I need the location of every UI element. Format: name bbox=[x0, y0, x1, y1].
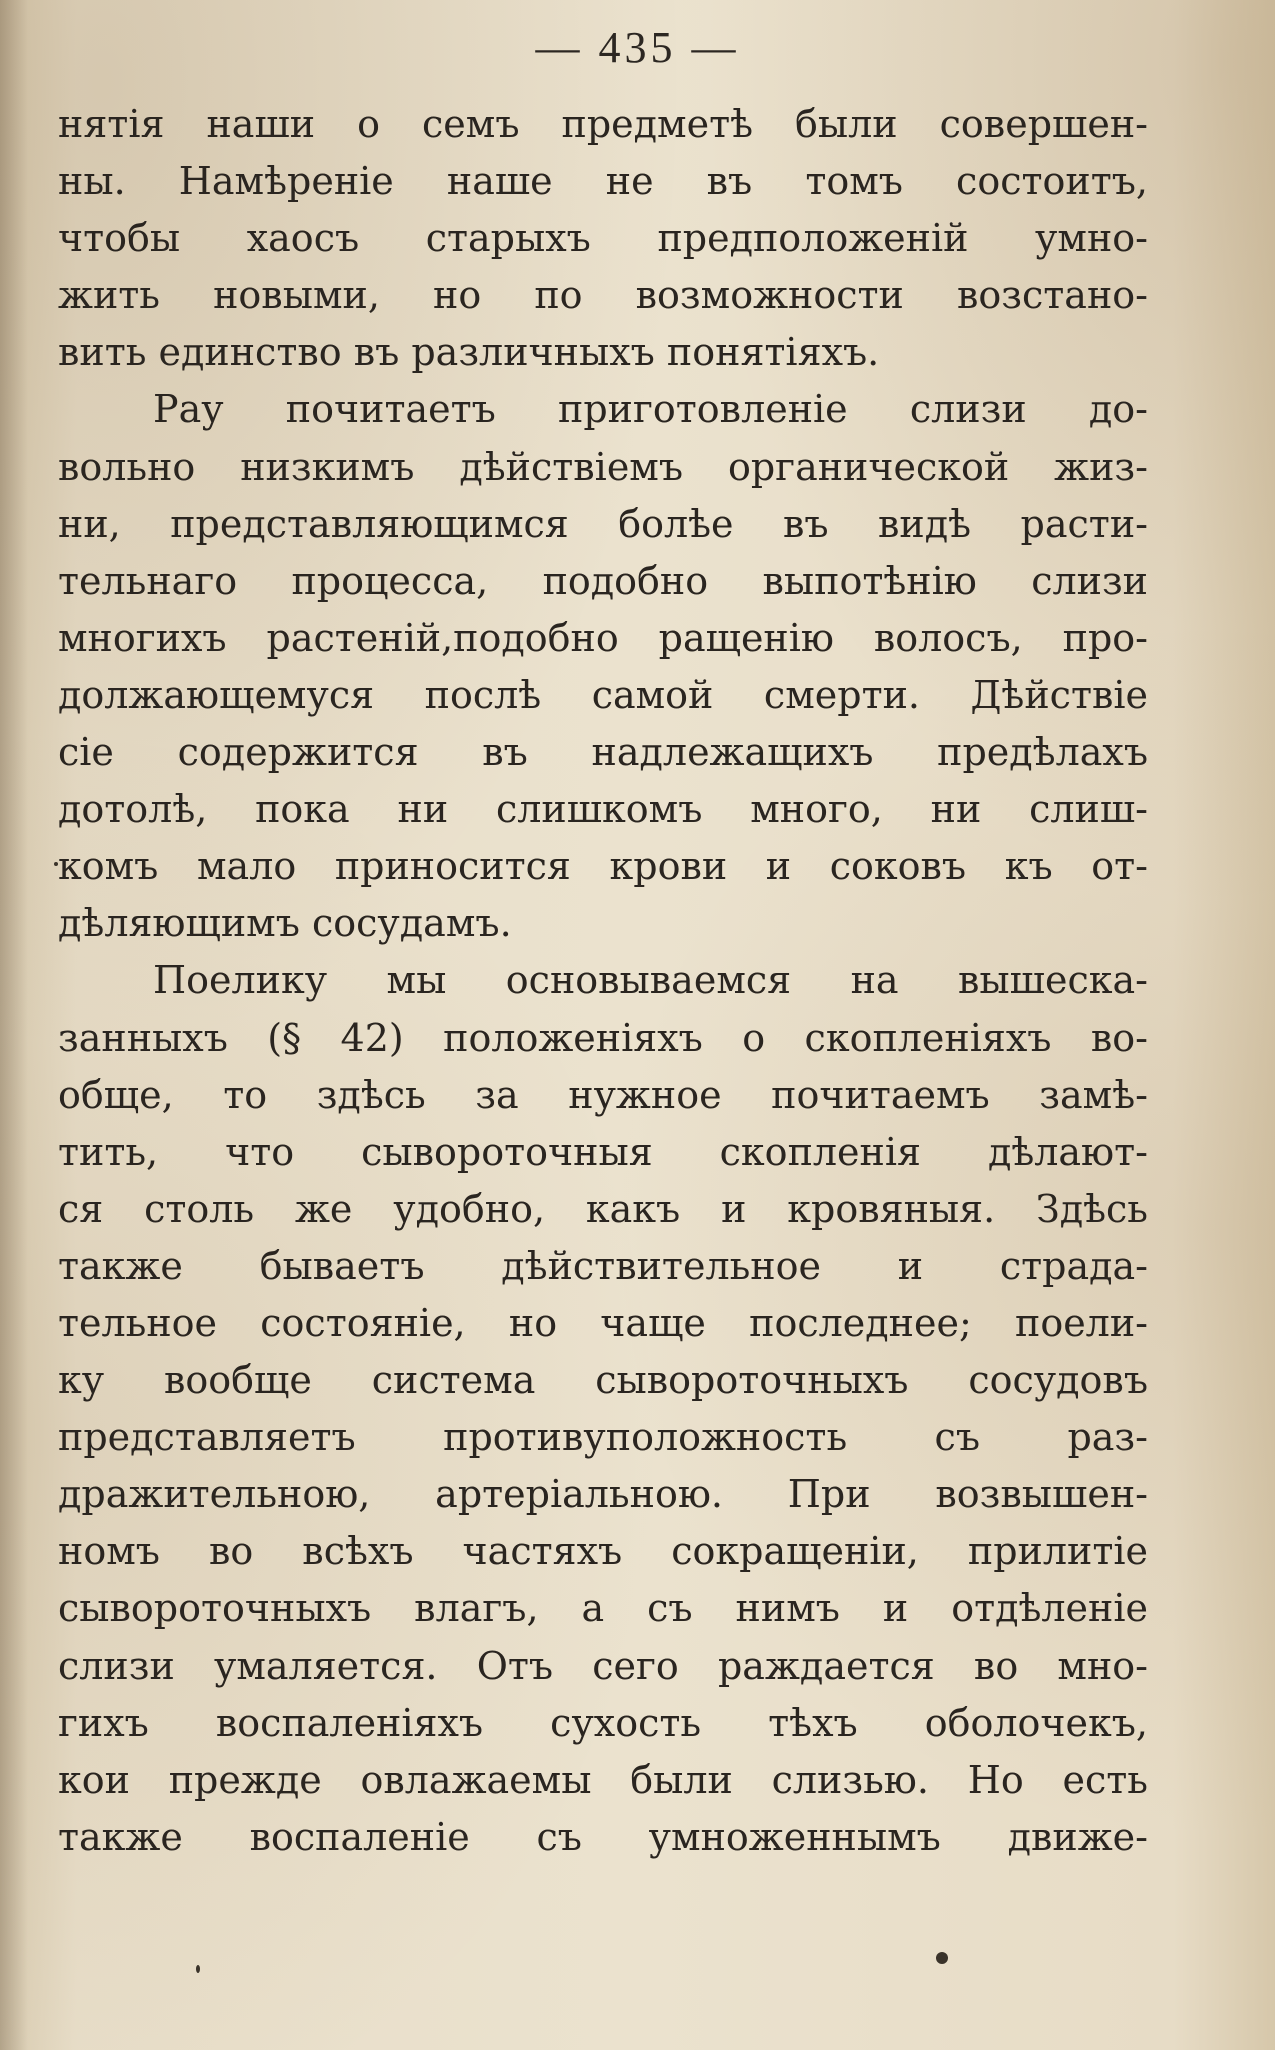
text-line: гихъ воспаленіяхъ сухость тѣхъ оболочекъ, bbox=[58, 1700, 1148, 1745]
text-line: также бываетъ дѣйствительное и страда- bbox=[58, 1243, 1148, 1288]
ink-speck bbox=[936, 1952, 948, 1964]
text-line: дотолѣ, пока ни слишкомъ много, ни слиш- bbox=[58, 787, 1148, 832]
body-text bbox=[58, 96, 1148, 1866]
text-line: кои прежде овлажаемы были слизью. Но есть bbox=[58, 1757, 1148, 1802]
text-line: вольно низкимъ дѣйствіемъ органической жиз- bbox=[58, 444, 1148, 489]
text-line: ку вообще система сывороточныхъ сосудовъ bbox=[58, 1358, 1148, 1403]
text-line: должающемуся послѣ самой смерти. Дѣйствіе bbox=[58, 672, 1148, 717]
text-line: нятія наши о семъ предметѣ были совершен- bbox=[58, 102, 1148, 146]
text-line: обще, то здѣсь за нужное почитаемъ замѣ- bbox=[58, 1072, 1148, 1117]
text-line: многихъ растеній,подобно ращенію волосъ, про- bbox=[58, 615, 1148, 660]
text-line: номъ во всѣхъ частяхъ сокращеніи, прилитіе bbox=[58, 1529, 1148, 1574]
text-line: также воспаленіе съ умноженнымъ движе- bbox=[58, 1814, 1148, 1859]
text-line: дражительною, артеріальною. При возвышен- bbox=[58, 1472, 1148, 1517]
text-line: слизи умаляется. Отъ сего раждается во мно- bbox=[58, 1643, 1148, 1688]
text-line: сывороточныхъ влагъ, а съ нимъ и отдѣленіе bbox=[58, 1586, 1148, 1631]
page-number-header: — 435 — bbox=[535, 23, 740, 72]
text-line: ни, представляющимся болѣе въ видѣ расти- bbox=[58, 501, 1148, 546]
text-line: Поелику мы основываемся на вышеска- bbox=[153, 958, 1148, 1003]
text-line: Рау почитаетъ приготовленіе слизи до- bbox=[153, 387, 1148, 432]
ink-speck bbox=[54, 862, 58, 866]
text-line: ны. Намѣреніе наше не въ томъ состоитъ, bbox=[58, 159, 1148, 204]
text-line: занныхъ (§ 42) положеніяхъ о скопленіяхъ во- bbox=[58, 1015, 1148, 1060]
text-line: дѣляющимъ сосудамъ. bbox=[58, 901, 512, 946]
spine-shadow bbox=[0, 0, 28, 2050]
text-line: ся столь же удобно, какъ и кровяныя. Здѣсь bbox=[58, 1186, 1148, 1231]
text-line: представляетъ противуположность съ раз- bbox=[58, 1415, 1148, 1460]
text-line: тельнаго процесса, подобно выпотѣнію слизи bbox=[58, 558, 1148, 603]
text-line: жить новыми, но по возможности возстано- bbox=[58, 273, 1148, 318]
text-line: тельное состояніе, но чаще последнее; поели- bbox=[58, 1300, 1148, 1345]
text-line: чтобы хаосъ старыхъ предположеній умно- bbox=[58, 216, 1148, 261]
ink-speck bbox=[196, 1965, 200, 1973]
text-line: вить единство въ различныхъ понятіяхъ. bbox=[58, 330, 880, 375]
text-line: сіе содержится въ надлежащихъ предѣлахъ bbox=[58, 730, 1148, 775]
text-line: тить, что сывороточныя скопленія дѣлают- bbox=[58, 1129, 1148, 1174]
text-line: комъ мало приносится крови и соковъ къ от- bbox=[58, 844, 1148, 889]
